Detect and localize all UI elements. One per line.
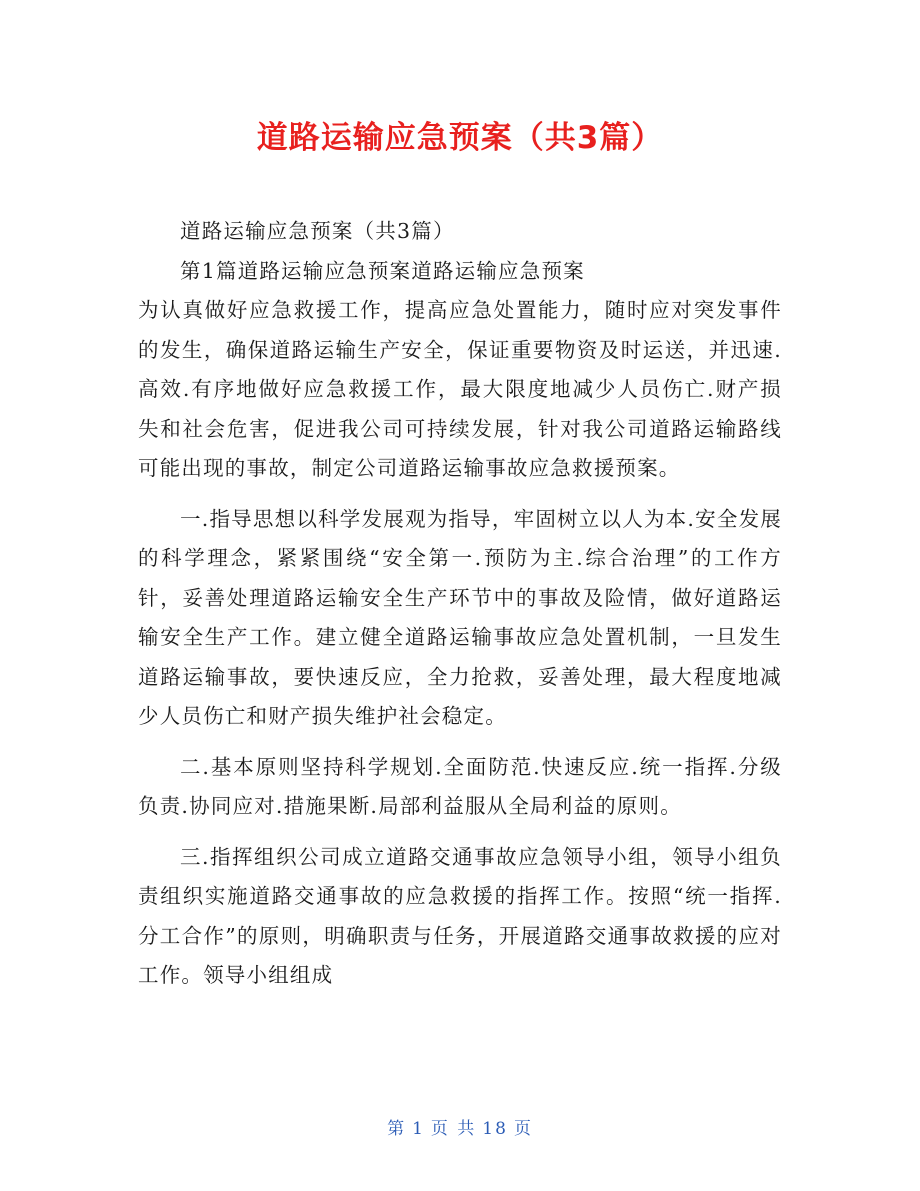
chapter-heading: 第1篇道路运输应急预案道路运输应急预案 [180,258,585,283]
body-paragraph: 二.基本原则坚持科学规划.全面防范.快速反应.统一指挥.分级负责.协同应对.措施果断.局部利益服从全局利益的原则。 [138,754,782,818]
footer-middle: 页 共 [430,1119,477,1139]
body-paragraph: 为认真做好应急救援工作，提高应急处置能力，随时应对突发事件的发生，确保道路运输生产安全，保证重要物资及时运送，并迅速.高效.有序地做好应急救援工作，最大限度地减少人员伤亡.财产损失和社会危害，促进我公司可持续发展，针对我公司道路运输路线可能出现的事故，制定公司道路运输事故应急救援预案。 [138,298,782,480]
footer-prefix: 第 [387,1119,407,1139]
footer-suffix: 页 [513,1119,533,1139]
page-footer [0,1114,920,1139]
current-page-number: 1 [412,1119,425,1139]
document-subtitle: 道路运输应急预案（共3篇） [180,219,455,243]
body-paragraph: 三.指挥组织公司成立道路交通事故应急领导小组，领导小组负责组织实施道路交通事故的应急救援的指挥工作。按照“统一指挥.分工合作”的原则，明确职责与任务，开展道路交通事故救援的应对工作。领导小组组成 [138,844,782,987]
total-pages-number: 18 [482,1119,508,1139]
document-body [138,212,782,996]
document-title: 道路运输应急预案（共3篇） [256,120,664,156]
body-paragraph: 一.指导思想以科学发展观为指导，牢固树立以人为本.安全发展的科学理念，紧紧围绕“安全第一.预防为主.综合治理”的工作方针，妥善处理道路运输安全生产环节中的事故及险情，做好道路运输安全生产工作。建立健全道路运输事故应急处置机制，一旦发生道路运输事故，要快速反应，全力抢救，妥善处理，最大程度地减少人员伤亡和财产损失维护社会稳定。 [138,506,782,728]
